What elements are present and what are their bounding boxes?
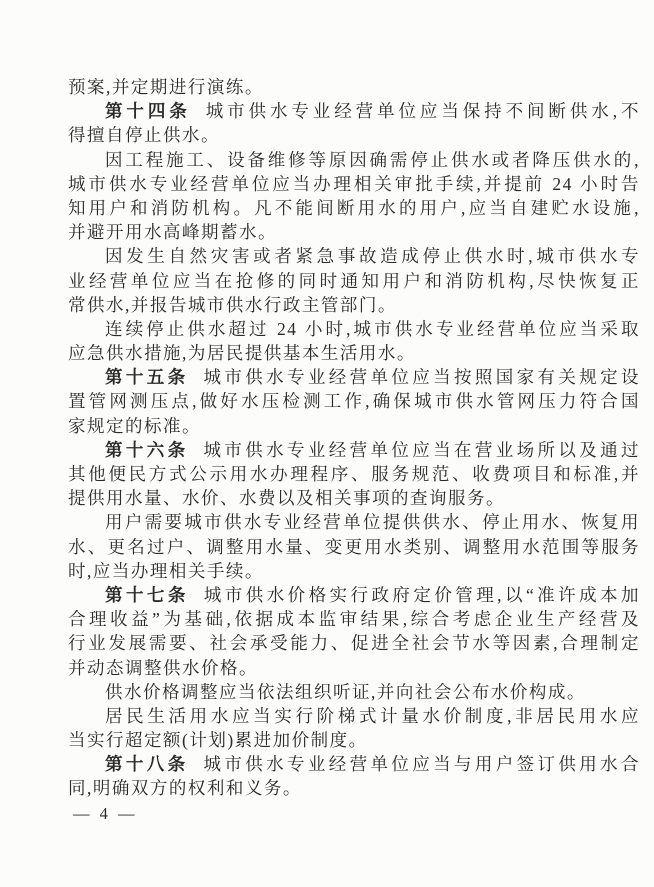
- line-text: 居民生活用水应当实行阶梯式计量水价制度,非居民用水应: [105, 705, 640, 726]
- article-heading-line: [68, 438, 640, 462]
- line-text: 业经营单位应当在抢修的同时通知用户和消防机构,尽快恢复正: [68, 270, 640, 291]
- line-text: 城市供水专业经营单位应当保持不间断供水,不: [205, 101, 640, 122]
- line-text: 提供用水量、水价、水费以及相关事项的查询服务。: [68, 488, 505, 509]
- line-text: 用户需要城市供水专业经营单位提供供水、停止用水、恢复用: [105, 512, 640, 533]
- text-line: [68, 75, 640, 99]
- line-text: 因发生自然灾害或者紧急事故造成停止供水时,城市供水专: [105, 246, 640, 267]
- line-text: 知用户和消防机构。凡不能间断用水的用户,应当自建贮水设施,: [68, 197, 640, 218]
- line-text: 城市供水价格实行政府定价管理,以“准许成本加: [203, 584, 640, 605]
- text-line: [68, 341, 640, 365]
- line-text: 合理收益”为基础,依据成本监审结果,综合考虑企业生产经营及: [68, 609, 640, 630]
- text-line: [68, 414, 640, 438]
- line-text: 供水价格调整应当依法组织听证,并向社会公布水价构成。: [105, 681, 586, 702]
- line-text: 城市供水专业经营单位应当在营业场所以及通过: [203, 439, 640, 460]
- line-text: 得擅自停止供水。: [68, 125, 220, 146]
- line-text: 行业发展需要、社会承受能力、促进全社会节水等因素,合理制定: [68, 633, 640, 654]
- text-line: [68, 704, 640, 728]
- text-line: [68, 317, 640, 341]
- article-heading-line: [68, 583, 640, 607]
- text-line: [68, 293, 640, 317]
- text-line: [68, 269, 640, 293]
- line-text: 时,应当办理相关手续。: [68, 560, 264, 581]
- text-line: [68, 559, 640, 583]
- line-text: 城市供水专业经营单位应当按照国家有关规定设: [203, 367, 640, 388]
- line-text: 家规定的标准。: [68, 415, 201, 436]
- text-line: [68, 510, 640, 534]
- article-number: 第十七条: [105, 584, 189, 605]
- document-text-block: [68, 75, 640, 824]
- text-line: [68, 535, 640, 559]
- article-number: 第十八条: [105, 754, 189, 775]
- text-line: [68, 148, 640, 172]
- line-text: 置管网测压点,做好水压检测工作,确保城市供水管网压力符合国: [68, 391, 640, 412]
- line-text: 城市供水专业经营单位应当办理相关审批手续,并提前 24 小时告: [68, 173, 640, 194]
- line-text: 城市供水专业经营单位应当与用户签订供用水合: [203, 754, 640, 775]
- line-text: 并避开用水高峰期蓄水。: [68, 222, 277, 243]
- line-text: 当实行超定额(计划)累进加价制度。: [68, 730, 368, 751]
- text-line: [68, 462, 640, 486]
- article-number: 第十六条: [105, 439, 189, 460]
- line-text: 常供水,并报告城市供水行政主管部门。: [68, 294, 397, 315]
- text-line: [68, 776, 640, 800]
- line-text: 并动态调整供水价格。: [68, 657, 258, 678]
- line-text: 预案,并定期进行演练。: [68, 77, 264, 97]
- article-number: 第十五条: [105, 367, 189, 388]
- text-line: [68, 728, 640, 752]
- line-text: 其他便民方式公示用水办理程序、服务规范、收费项目和标准,并: [68, 464, 640, 484]
- text-line: [68, 656, 640, 680]
- line-text: 水、更名过户、调整用水量、变更用水类别、调整用水范围等服务: [68, 536, 640, 557]
- page-number: — 4 —: [73, 803, 138, 823]
- article-number: 第十四条: [105, 101, 191, 122]
- text-line: [68, 486, 640, 510]
- article-heading-line: [68, 99, 640, 123]
- text-line: [68, 631, 640, 655]
- text-line: [68, 123, 640, 147]
- text-line: [68, 196, 640, 220]
- line-text: 同,明确双方的权利和义务。: [68, 778, 302, 799]
- article-heading-line: [68, 752, 640, 776]
- text-line: [68, 680, 640, 704]
- article-heading-line: [68, 365, 640, 389]
- text-line: [68, 607, 640, 631]
- text-line: [68, 172, 640, 196]
- line-text: 因工程施工、设备维修等原因确需停止供水或者降压供水的,: [105, 149, 640, 170]
- line-text: 应急供水措施,为居民提供基本生活用水。: [68, 343, 416, 364]
- line-text: 连续停止供水超过 24 小时,城市供水专业经营单位应当采取: [105, 318, 640, 339]
- text-line: [68, 220, 640, 244]
- text-line: [68, 244, 640, 268]
- text-line: [68, 389, 640, 413]
